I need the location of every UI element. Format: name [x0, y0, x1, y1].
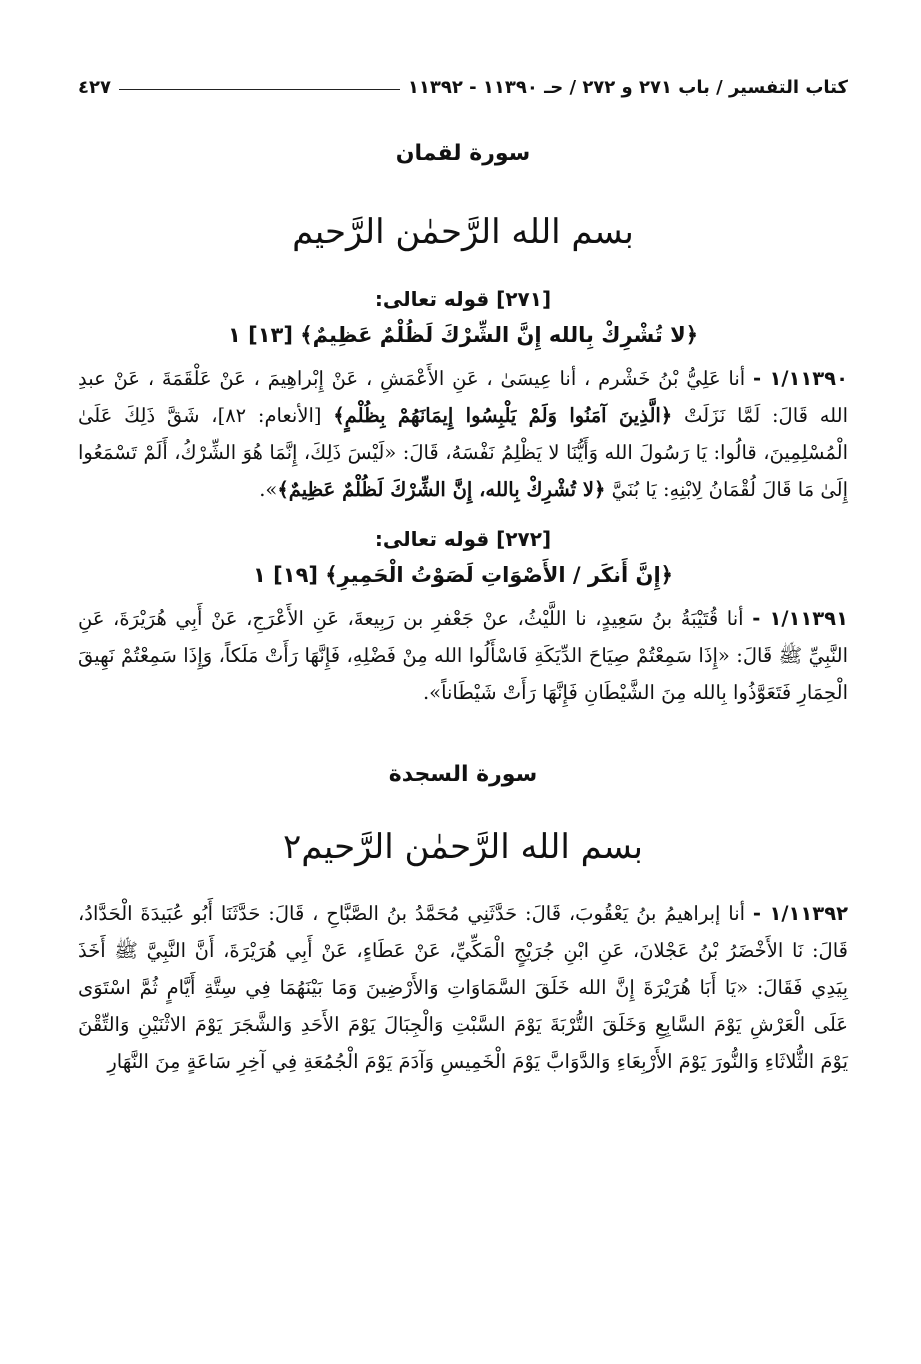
chapter-272-verse: ﴿إِنَّ أَنكَر / الأَصْوَاتِ لَصَوْتُ الْحَمِيرِ﴾ [١٩] ١ [253, 563, 673, 587]
running-title: كتاب التفسير / باب ٢٧١ و ٢٧٢ / حـ ١١٣٩٠ - ١١٣٩٢ [407, 76, 848, 98]
hadith-number: ١/١١٣٩٢ - [752, 902, 849, 925]
hadith-11391 [78, 600, 848, 711]
hadith-number: ١/١١٣٩٠ - [752, 367, 848, 390]
hadith-11390 [78, 360, 848, 508]
chapter-271-heading: [٢٧١] قوله تعالى: [374, 287, 552, 311]
book-page [78, 64, 848, 1080]
hadith-text: أنا قُتَيْبَةُ بنُ سَعِيدٍ، نا اللَّيْثُ، عنْ جَعْفرِ بن رَبِيعةَ، عَنِ الأَعْرَجِ، عَنْ أَبِي هُرَيْرَةَ، عَنِ النَّبِيِّ ﷺ قَالَ: «إِذَا سَمِعْتُمْ صِيَاحَ الدِّيَكَةِ فَاسْأَلُوا الله مِنْ فَضْلِهِ، فَإِنَّهَا رَأَتْ مَلَكاً، وَإِذَا سَمِعْتُمْ نَهِيقَ الْحِمَارِ فَتَعَوَّذُوا بِالله مِنَ الشَّيْطَانِ فَإِنَّهَا رَأَتْ شَيْطَاناً». [78, 607, 848, 704]
hadith-text: ». [259, 478, 278, 501]
surah-title-sajdah: سورة السجدة [388, 762, 538, 787]
basmala-sajdah: بسم الله الرَّحمٰن الرَّحيم٢ [283, 827, 643, 867]
header-rule [119, 89, 400, 90]
basmala-luqman: بسم الله الرَّحمٰن الرَّحيم [292, 212, 634, 252]
hadith-text: [الأنعام: ٨٢]، شَقَّ ذَلِكَ عَلَىٰ الْمُسْلِمِينَ، قالُوا: يَا رَسُولَ الله وَأَيُّنَا لا يَظْلِمُ نَفْسَهُ، قَالَ: «لَيْسَ ذَلِكَ، إِنَّمَا هُوَ الشِّرْكُ، أَلَمْ تَسْمَعُوا إِلَىٰ مَا قَالَ لُقْمَانُ لِابْنِهِ: يَا بُنَيَّ [78, 404, 848, 501]
surah-title-luqman: سورة لقمان [395, 141, 531, 166]
hadith-text: أنا إبراهيمُ بنُ يَعْقُوبَ، قَالَ: حَدَّثَنِي مُحَمَّدُ بنُ الصَّبَّاحِ ، قَالَ: حَدَّثَنَا أَبُو عُبَيدَةَ الْحَدَّادُ، قَالَ: نَا الأَخْضَرُ بْنُ عَجْلانَ، عَنِ ابْنِ جُرَيْجٍ الْمَكِّيِّ، عَنْ عَطَاءٍ، عَنْ أَبِي هُرَيْرَةَ، أَنَّ النَّبِيَّ ﷺ أَخَذَ بِيَدِي فَقَالَ: «يَا أَبَا هُرَيْرَةَ إِنَّ الله خَلَقَ السَّمَاوَاتِ وَالأَرْضِينَ وَمَا بَيْنَهُمَا فِي سِتَّةِ أَيَّامٍ ثُمَّ اسْتَوَى عَلَى الْعَرْشِ يَوْمَ السَّابِعِ وَخَلَقَ التُّرْبَةَ يَوْمَ السَّبْتِ وَالْجِبَالَ يَوْمَ الأَحَدِ وَالشَّجَرَ يَوْمَ الاثْنَيْنِ وَالتِّقْنَ يَوْمَ الثُّلاثَاءِ وَالنُّورَ يَوْمَ الأَرْبِعَاءِ وَالدَّوَابَّ يَوْمَ الْخَمِيسِ وَآدَمَ يَوْمَ الْجُمُعَةِ فِي آخِرِ سَاعَةٍ مِنَ النَّهَارِ [78, 902, 848, 1073]
page-number: ٤٢٧ [78, 76, 111, 98]
hadith-number: ١/١١٣٩١ - [752, 607, 848, 630]
running-header [78, 64, 848, 110]
quran-quote: ﴿لا تُشْرِكْ بِالله، إِنَّ الشِّرْكَ لَظُلْمٌ عَظِيمٌ﴾ [277, 478, 606, 501]
hadith-text: أنا عَلِيُّ بْنُ خَشْرم ، أنا عِيسَىٰ ، عَنِ الأَعْمَشِ ، عَنْ إِبْراهِيمَ ، عَنْ عَلْقَمَةَ ، عَنْ عبدِ الله قَالَ: لَمَّا نَزَلَتْ [78, 367, 848, 427]
quran-quote: ﴿الَّذِينَ آمَنُوا وَلَمْ يَلْبِسُوا إِيمَانَهُمْ بِظُلْمٍ﴾ [333, 404, 673, 427]
chapter-271-verse: ﴿لا تُشْرِكْ بِالله إِنَّ الشِّرْكَ لَظُلْمٌ عَظِيمٌ﴾ [١٣] ١ [227, 323, 699, 347]
chapter-272-heading: [٢٧٢] قوله تعالى: [374, 527, 552, 551]
hadith-11392 [78, 895, 848, 1080]
